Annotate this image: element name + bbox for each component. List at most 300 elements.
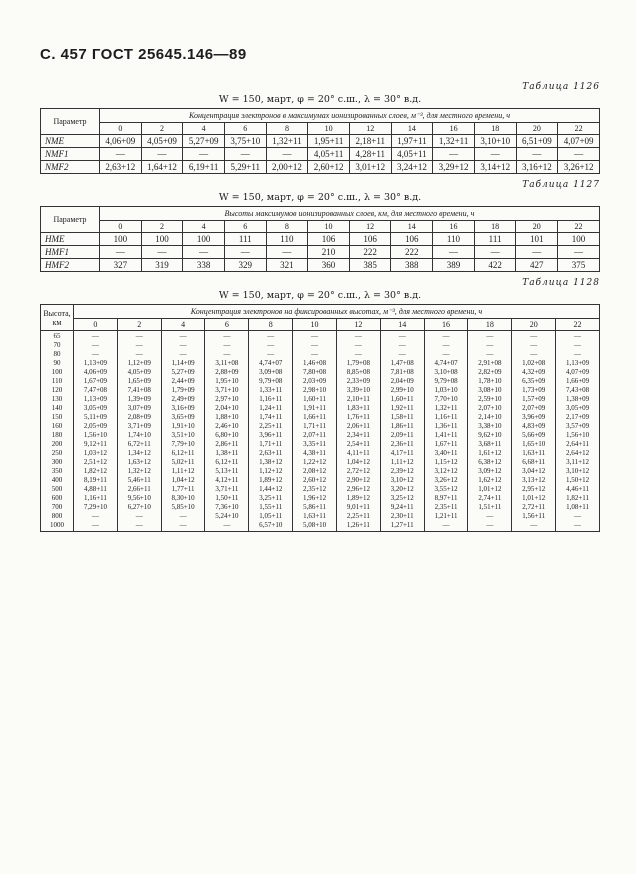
table-cell: 1,62+12 xyxy=(478,476,502,484)
table-cell: 6,72+11 xyxy=(127,440,151,448)
table-cell: 3,16+12 xyxy=(516,161,558,174)
hour-header: 18 xyxy=(474,123,516,135)
table-cell: — xyxy=(516,148,558,161)
table-cell: 3,09+12 xyxy=(478,467,502,475)
table-cell: 3,71+11 xyxy=(215,485,239,493)
table-cell: 6,80+10 xyxy=(215,431,239,439)
table-cell: 222 xyxy=(391,246,433,259)
table-cell: 1,63+12 xyxy=(127,458,151,466)
table-cell: 9,01+11 xyxy=(346,503,370,511)
table-cell: 7,80+08 xyxy=(302,368,327,376)
table-cell: 2,95+12 xyxy=(522,485,546,493)
table-cell: — xyxy=(574,350,582,358)
table-cell: 8,30+10 xyxy=(171,494,195,502)
table-cell: 2,63+12 xyxy=(100,161,142,174)
table-cell: — xyxy=(223,350,231,358)
hour-header: 22 xyxy=(556,319,600,331)
table-cell: — xyxy=(486,521,494,529)
table-cell: 1,66+09 xyxy=(565,377,590,385)
table-cell: — xyxy=(267,332,275,340)
table-cell: 3,96+11 xyxy=(259,431,283,439)
table-cell: 321 xyxy=(266,259,308,272)
table-cell: 3,40+11 xyxy=(434,449,458,457)
hour-header: 6 xyxy=(224,221,266,233)
table-cell: 1,89+12 xyxy=(346,494,370,502)
hour-column xyxy=(249,331,293,532)
table-cell: 6,57+10 xyxy=(259,521,283,529)
table-cell: 5,02+11 xyxy=(171,458,195,466)
hour-header: 0 xyxy=(100,221,142,233)
table-cell: 2,17+09 xyxy=(565,413,590,421)
table-cell: 2,74+11 xyxy=(478,494,502,502)
table-cell: 101 xyxy=(516,233,558,246)
table-cell: 1,78+10 xyxy=(478,377,502,385)
table-cell: 2,63+11 xyxy=(259,449,283,457)
table-cell: 3,39+10 xyxy=(346,386,370,394)
table-cell: — xyxy=(530,521,538,529)
hour-header: 14 xyxy=(380,319,424,331)
table-cell: 327 xyxy=(100,259,142,272)
table-cell: — xyxy=(486,332,494,340)
altitude-value: 150 xyxy=(51,413,63,421)
hour-header: 0 xyxy=(100,123,142,135)
table-cell: 2,60+12 xyxy=(308,161,350,174)
table-row xyxy=(41,246,600,259)
hour-header: 16 xyxy=(424,319,468,331)
table-cell: 2,08+12 xyxy=(302,467,327,475)
table-cell: 7,70+10 xyxy=(434,395,458,403)
table-row xyxy=(41,148,600,161)
table-cell: 1,02+08 xyxy=(522,359,546,367)
table-cell: 2,59+10 xyxy=(478,395,502,403)
table-cell: 210 xyxy=(308,246,350,259)
table-cell: 7,47+08 xyxy=(83,386,108,394)
table-cell: 5,13+11 xyxy=(215,467,239,475)
table-cell: 7,43+08 xyxy=(565,386,590,394)
table-cell: 1,71+11 xyxy=(259,440,283,448)
table-cell: 3,25+12 xyxy=(390,494,414,502)
table-cell: — xyxy=(486,350,494,358)
table-cell: 1,64+12 xyxy=(141,161,183,174)
table-cell: — xyxy=(179,521,187,529)
hour-header: 4 xyxy=(161,319,205,331)
table-cell: 9,79+08 xyxy=(259,377,283,385)
hour-header: 2 xyxy=(141,221,183,233)
table-cell: 4,07+09 xyxy=(558,135,600,148)
table-cell: 1,91+11 xyxy=(303,404,327,412)
table-cell: — xyxy=(574,332,582,340)
hour-header: 4 xyxy=(183,123,225,135)
table-cell: 100 xyxy=(183,233,225,246)
table-cell: 2,05+09 xyxy=(83,422,108,430)
table-cell: 7,41+08 xyxy=(127,386,151,394)
altitude-value: 120 xyxy=(51,386,63,394)
table-cell: 1,44+12 xyxy=(259,485,283,493)
table-cell: — xyxy=(91,341,99,349)
hour-header: 10 xyxy=(308,221,350,233)
table-cell: 3,20+12 xyxy=(390,485,414,493)
table-cell: 3,68+11 xyxy=(478,440,502,448)
hours-row xyxy=(41,319,600,331)
table-cell: 2,64+11 xyxy=(566,440,590,448)
param-name: NMF2 xyxy=(41,161,100,174)
table-cell: 4,46+11 xyxy=(566,485,590,493)
table-cell: 110 xyxy=(266,233,308,246)
table-cell: — xyxy=(354,350,362,358)
table3-caption: Концентрация электронов на фиксированных высотах, м⁻³, для местного времени, ч xyxy=(74,305,600,319)
table-cell: 1,22+12 xyxy=(302,458,327,466)
table-cell: 1,32+12 xyxy=(127,467,151,475)
altitude-value: 180 xyxy=(51,431,63,439)
table-cell: 2,98+10 xyxy=(302,386,327,394)
table-cell: 1,50+11 xyxy=(215,494,239,502)
table-cell: — xyxy=(267,350,275,358)
table-cell: 9,79+08 xyxy=(434,377,458,385)
table-cell: — xyxy=(266,246,308,259)
hour-header: 22 xyxy=(558,123,600,135)
table-cell: 1,04+12 xyxy=(346,458,370,466)
table-cell: — xyxy=(183,148,225,161)
table-cell: 3,71+10 xyxy=(215,386,239,394)
table-cell: — xyxy=(135,350,143,358)
table-cell: 3,55+12 xyxy=(434,485,458,493)
table-cell: 2,35+11 xyxy=(434,503,458,511)
table-cell: 3,38+10 xyxy=(478,422,502,430)
table-cell: 1,66+11 xyxy=(303,413,327,421)
table-cell: 3,25+11 xyxy=(259,494,283,502)
table-cell: 2,25+11 xyxy=(346,512,370,520)
table-cell: 1,95+10 xyxy=(215,377,239,385)
table-cell: 3,26+12 xyxy=(558,161,600,174)
table-row xyxy=(41,331,600,532)
table-cell: — xyxy=(179,512,187,520)
table-cell: — xyxy=(135,332,143,340)
table-cell: 360 xyxy=(308,259,350,272)
table-cell: 2,35+12 xyxy=(302,485,327,493)
table-cell: 5,11+09 xyxy=(83,413,107,421)
table-cell: — xyxy=(91,521,99,529)
table-cell: 106 xyxy=(391,233,433,246)
table-cell: 4,83+09 xyxy=(522,422,546,430)
altitude-value: 65 xyxy=(53,332,61,340)
table-cell: 1,58+11 xyxy=(390,413,414,421)
table-cell: 6,12+11 xyxy=(171,449,195,457)
hour-header: 10 xyxy=(293,319,337,331)
table-cell: — xyxy=(223,521,231,529)
table-cell: 1,13+09 xyxy=(565,359,590,367)
table-cell: 1,16+11 xyxy=(434,413,458,421)
table-cell: 1,21+11 xyxy=(434,512,458,520)
hour-header: 8 xyxy=(249,319,293,331)
table-cell: 1,11+12 xyxy=(171,467,195,475)
table-cell: 3,12+12 xyxy=(434,467,458,475)
table-cell: 1,91+10 xyxy=(171,422,195,430)
table-cell: 2,90+12 xyxy=(346,476,370,484)
table-cell: 1,65+09 xyxy=(127,377,151,385)
table-cell: 6,35+09 xyxy=(522,377,546,385)
table-cell: 222 xyxy=(349,246,391,259)
hour-header: 6 xyxy=(224,123,266,135)
table-cell: 4,12+11 xyxy=(215,476,239,484)
table-cell: 2,04+10 xyxy=(215,404,239,412)
table-cell: 9,12+11 xyxy=(83,440,107,448)
table-cell: 1,03+10 xyxy=(434,386,458,394)
table-cell: 3,09+08 xyxy=(259,368,283,376)
table-cell: 4,74+07 xyxy=(434,359,458,367)
table-1126 xyxy=(40,108,600,174)
altitude-value: 250 xyxy=(51,449,63,457)
table-cell: 1,60+11 xyxy=(390,395,414,403)
table-cell: 1,26+11 xyxy=(346,521,370,529)
table-cell: 6,12+11 xyxy=(215,458,239,466)
table-cell: 1,32+11 xyxy=(434,404,458,412)
table3-condition: W = 150, март, φ = 20° с.ш., λ = 30° в.д. xyxy=(218,290,422,301)
table-cell: — xyxy=(442,521,450,529)
hour-header: 6 xyxy=(205,319,249,331)
table-cell: 1,86+11 xyxy=(390,422,414,430)
table-cell: 1,61+12 xyxy=(478,449,502,457)
hour-column xyxy=(117,331,161,532)
table-cell: — xyxy=(179,350,187,358)
table-cell: 1,63+11 xyxy=(522,449,546,457)
table-cell: 2,88+09 xyxy=(215,368,239,376)
table-cell: 2,30+11 xyxy=(390,512,414,520)
table-cell: 7,81+08 xyxy=(390,368,414,376)
table-cell: 7,36+10 xyxy=(215,503,239,511)
table-cell: 3,16+09 xyxy=(171,404,195,412)
hour-header: 12 xyxy=(349,221,391,233)
altitude-value: 600 xyxy=(51,494,63,502)
table-cell: 4,38+11 xyxy=(303,449,327,457)
hour-column xyxy=(74,331,118,532)
table-cell: 3,24+12 xyxy=(391,161,433,174)
table-cell: 319 xyxy=(141,259,183,272)
table-cell: — xyxy=(442,341,450,349)
table-cell: 5,66+09 xyxy=(522,431,546,439)
table-cell: 1,82+12 xyxy=(83,467,108,475)
table-cell: 1,32+11 xyxy=(266,135,308,148)
table-cell: 3,14+12 xyxy=(474,161,516,174)
altitude-column xyxy=(41,331,74,532)
table-cell: 3,05+09 xyxy=(565,404,590,412)
table-cell: 5,24+10 xyxy=(215,512,239,520)
hour-header: 14 xyxy=(391,221,433,233)
table-cell: — xyxy=(266,148,308,161)
table-cell: 3,10+12 xyxy=(390,476,414,484)
table-cell: 1,76+11 xyxy=(346,413,370,421)
table-cell: 2,60+12 xyxy=(302,476,327,484)
table-cell: 1,51+11 xyxy=(478,503,502,511)
table-cell: 389 xyxy=(433,259,475,272)
table-cell: 2,07+11 xyxy=(303,431,327,439)
table-cell: 1,55+11 xyxy=(259,503,283,511)
altitude-value: 400 xyxy=(51,476,63,484)
altitude-value: 90 xyxy=(53,359,61,367)
table-cell: 2,99+10 xyxy=(390,386,414,394)
table3-label: Таблица 1128 xyxy=(522,278,600,288)
table-cell: 1,96+12 xyxy=(302,494,327,502)
table-cell: 1,97+11 xyxy=(391,135,433,148)
param-header: Параметр xyxy=(41,109,100,135)
table-cell: 2,08+09 xyxy=(127,413,151,421)
table-cell: — xyxy=(354,332,362,340)
table-cell: 3,10+08 xyxy=(434,368,458,376)
table-cell: — xyxy=(433,246,475,259)
table-cell: 1,38+12 xyxy=(259,458,283,466)
table-cell: 100 xyxy=(141,233,183,246)
table-cell: — xyxy=(224,148,266,161)
table-cell: 2,14+10 xyxy=(478,413,502,421)
table-cell: — xyxy=(486,341,494,349)
hours-row xyxy=(41,123,600,135)
table-cell: 2,51+12 xyxy=(83,458,108,466)
table-cell: 1,34+12 xyxy=(127,449,151,457)
table-cell: 4,05+09 xyxy=(141,135,183,148)
table-cell: — xyxy=(574,341,582,349)
table-1128 xyxy=(40,304,600,532)
table-cell: 5,29+11 xyxy=(224,161,266,174)
table-cell: 1,46+08 xyxy=(302,359,327,367)
altitude-value: 110 xyxy=(51,377,63,385)
table-cell: — xyxy=(179,341,187,349)
table-cell: 385 xyxy=(349,259,391,272)
table-cell: 422 xyxy=(474,259,516,272)
altitude-value: 140 xyxy=(51,404,63,412)
table-cell: 4,07+09 xyxy=(565,368,590,376)
altitude-value: 700 xyxy=(51,503,63,511)
hour-header: 0 xyxy=(74,319,118,331)
altitude-value: 350 xyxy=(51,467,63,475)
table-cell: — xyxy=(183,246,225,259)
table2-label: Таблица 1127 xyxy=(522,180,600,190)
table-cell: 1,65+10 xyxy=(522,440,546,448)
table-cell: 1,16+11 xyxy=(83,494,107,502)
table-cell: 1,83+11 xyxy=(346,404,370,412)
altitude-value: 300 xyxy=(51,458,63,466)
table-cell: — xyxy=(311,332,319,340)
table-cell: 1,82+11 xyxy=(566,494,590,502)
table-cell: 3,05+09 xyxy=(83,404,108,412)
table-cell: 1,38+11 xyxy=(215,449,239,457)
altitude-value: 160 xyxy=(51,422,63,430)
table-cell: 3,08+10 xyxy=(478,386,502,394)
table-cell: 1,56+11 xyxy=(522,512,546,520)
table-cell: 6,38+12 xyxy=(478,458,502,466)
table-cell: 1,11+12 xyxy=(390,458,414,466)
table-cell: — xyxy=(135,512,143,520)
table-cell: 338 xyxy=(183,259,225,272)
table-cell: — xyxy=(574,512,582,520)
table-cell: 4,28+11 xyxy=(349,148,391,161)
hour-header: 10 xyxy=(308,123,350,135)
table-cell: 4,05+11 xyxy=(391,148,433,161)
table-cell: 6,19+11 xyxy=(183,161,225,174)
table-cell: 1,77+11 xyxy=(171,485,195,493)
table-cell: 7,29+10 xyxy=(83,503,108,511)
table-cell: — xyxy=(516,246,558,259)
table-cell: 1,03+12 xyxy=(83,449,108,457)
hour-header: 14 xyxy=(391,123,433,135)
table-cell: 2,97+10 xyxy=(215,395,239,403)
altitude-value: 130 xyxy=(51,395,63,403)
table-cell: 5,85+10 xyxy=(171,503,195,511)
hour-header: 8 xyxy=(266,221,308,233)
table-cell: 2,86+11 xyxy=(215,440,239,448)
table-cell: 2,82+09 xyxy=(478,368,502,376)
table-cell: 4,17+11 xyxy=(390,449,414,457)
table-cell: 3,71+09 xyxy=(127,422,151,430)
table-row xyxy=(41,161,600,174)
table1-caption: Концентрация электронов в максимумах ионизированных слоев, м⁻³, для местного времени, ч xyxy=(100,109,600,123)
table-cell: 1,08+11 xyxy=(566,503,590,511)
hour-header: 4 xyxy=(183,221,225,233)
table-cell: 2,54+11 xyxy=(346,440,370,448)
table-cell: 1,92+11 xyxy=(390,404,414,412)
hour-column xyxy=(468,331,512,532)
table-cell: — xyxy=(179,332,187,340)
table-cell: — xyxy=(442,332,450,340)
table-cell: — xyxy=(135,341,143,349)
table-cell: 1,50+12 xyxy=(565,476,590,484)
hour-header: 18 xyxy=(474,221,516,233)
table-cell: 2,03+09 xyxy=(302,377,327,385)
hour-column xyxy=(512,331,556,532)
table-cell: 6,27+10 xyxy=(127,503,151,511)
table-cell: 7,79+10 xyxy=(171,440,195,448)
table-cell: 1,74+10 xyxy=(127,431,151,439)
table-1127 xyxy=(40,206,600,272)
page-header: С. 457 ГОСТ 25645.146—89 xyxy=(40,46,247,63)
table-cell: 3,75+10 xyxy=(224,135,266,148)
table-cell: 388 xyxy=(391,259,433,272)
table-cell: 1,24+11 xyxy=(259,404,283,412)
table-cell: 1,56+10 xyxy=(565,431,590,439)
table-cell: 1,67+11 xyxy=(434,440,458,448)
table-cell: 106 xyxy=(349,233,391,246)
table-cell: — xyxy=(558,246,600,259)
table-cell: 1,41+11 xyxy=(434,431,458,439)
table-cell: 2,39+12 xyxy=(390,467,414,475)
table-cell: 375 xyxy=(558,259,600,272)
param-header: Параметр xyxy=(41,207,100,233)
table-cell: 8,19+11 xyxy=(83,476,107,484)
table-cell: 3,65+09 xyxy=(171,413,195,421)
table-cell: 2,36+11 xyxy=(390,440,414,448)
table-cell: 1,32+11 xyxy=(433,135,475,148)
table-cell: — xyxy=(354,341,362,349)
table-cell: 4,74+07 xyxy=(259,359,283,367)
hour-column xyxy=(424,331,468,532)
table-cell: 4,11+11 xyxy=(347,449,370,457)
hour-column xyxy=(556,331,600,532)
table-cell: 1,74+11 xyxy=(259,413,283,421)
table-cell: 1,63+11 xyxy=(303,512,327,520)
table-cell: — xyxy=(311,341,319,349)
table-cell: 2,34+11 xyxy=(346,431,370,439)
table-cell: — xyxy=(100,148,142,161)
hour-column xyxy=(336,331,380,532)
table-cell: 4,88+11 xyxy=(83,485,107,493)
table-cell: — xyxy=(530,350,538,358)
table-cell: 1,12+12 xyxy=(259,467,283,475)
table-cell: 3,57+09 xyxy=(565,422,590,430)
table-cell: 1,01+12 xyxy=(522,494,546,502)
table-cell: — xyxy=(558,148,600,161)
table-cell: — xyxy=(486,512,494,520)
table-cell: 8,85+08 xyxy=(346,368,370,376)
table-cell: 3,10+12 xyxy=(565,467,590,475)
table-cell: — xyxy=(267,341,275,349)
